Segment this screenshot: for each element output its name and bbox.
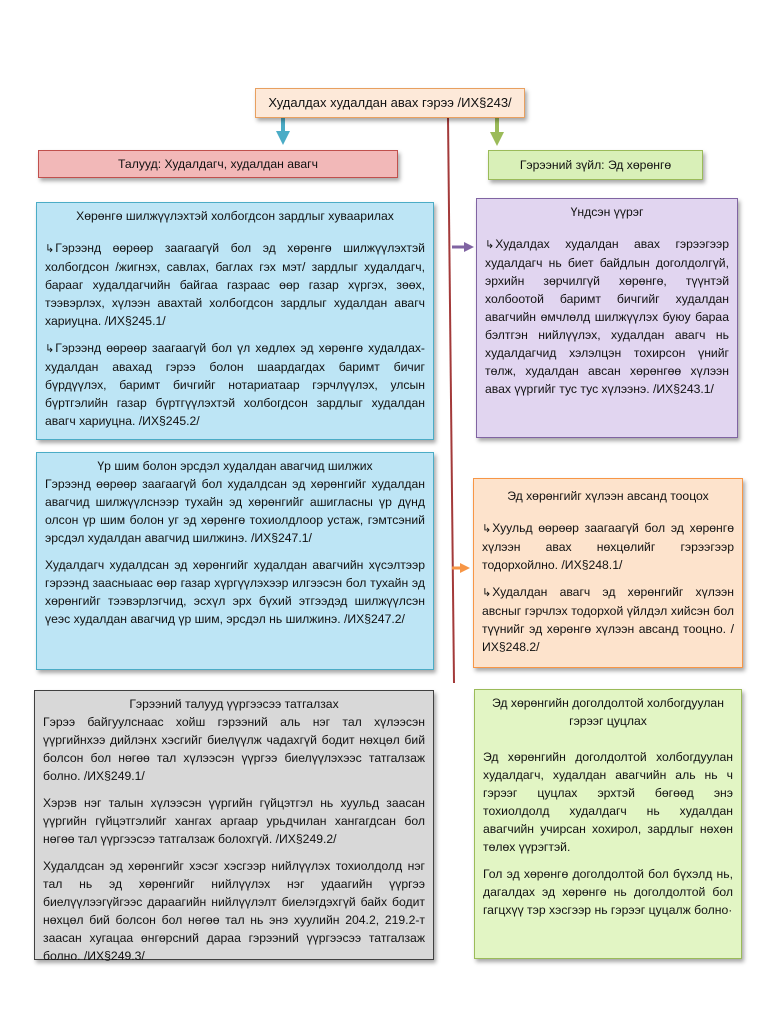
accepted-p2: ↳ Худалдан авагч эд хөрөнгийг хүлээн авсныг гэрчлэх тодорхой үйлдэл хийсэн бол түүнийг эд хөрөнгө хүлээн авсанд тооцно. /ИХ§248.2/ [482, 583, 734, 656]
risk-box [36, 452, 434, 670]
accepted-title: Эд хөрөнгийг хүлээн авсанд тооцох [507, 489, 709, 503]
refusal-p2: Хэрэв нэг талын хүлээсэн үүргийн гүйцэтгэл нь хуульд заасан үүргийн гүйцэтгэлийг хангах аргаар урьдчилан хангагдсан бол нөгөө тал үүргээсээ татгалзаж болохгүй. /ИХ§249.2/ [43, 796, 425, 846]
arrow-to-subject [490, 117, 504, 146]
trunk-line [448, 117, 454, 683]
refusal-p1: Гэрээ байгуулснаас хойш гэрээний аль нэг тал хүлээсэн үүргийнхээ дийлэнх хэсгийг биелүүлж чадахгүй бодит нөхцөл бий болсон бол нөгөө тал хүлээсэн үүргээ биелүүлэхээс татгалзаж болно. /ИХ§249.1/ [43, 715, 425, 783]
refusal-p3: Худалдсан эд хөрөнгийг хэсэг хэсгээр нийлүүлэх тохиолдолд нэг тал нь эд хөрөнгийг нийлүүлэх нэг удаагийн үүргээ биелүүлээгүйгээс дараагийн нийлүүлэлт биелэгдэхгүй байх бодит нөхцөл бий болсон бол нөгөө тал нь энэ хуулийн 204.2, 219.2-т заасан хугацаа өнгөрсний дараа гэрээний үүргээсээ татгалзаж болно. /ИХ§249.3/ [43, 859, 425, 963]
risk-p2: Худалдагч худалдсан эд хөрөнгийг худалдан авагчийн хүсэлтээр гэрээнд заасныаас өөр газар хүргүүлэхээр илгээсэн бол тухайн эд хөрөнгийг тээвэрлэгчид, эсхүл эрх бүхий этгээдэд шилжүүлсэн үеэс худалдан авагчид үр шим, эрсдэл нь шилжинэ. /ИХ§247.2/ [45, 558, 425, 626]
defect-box [474, 689, 742, 959]
transfer-costs-p2: ↳ Гэрээнд өөрөөр заагаагүй бол үл хөдлөх эд хөрөнгө худалдах-худалдан авахад гэрээ болон шаардагдах баримт бичиг бүрдүүлэх, баримт бичгийг нотариатаар гэрчлүүлэх, улсын бүртгэлийн газар бүртгүүлэхтэй холбогдсон зардлыг худалдан авагч хариуцна. /ИХ§245.2/ [45, 339, 425, 430]
arrow-to-accepted [452, 563, 470, 573]
refusal-box [34, 690, 434, 963]
top-title-box [255, 88, 525, 118]
main-duty-title: Үндсэн үүрэг [570, 205, 644, 219]
defect-p2: Гол эд хөрөнгө доголдолтой бол бүхэлд нь, дагалдах эд хөрөнгө нь доголдолтой бол гагцхүү тэр хэсгээр нь гэрээг цуцалж болно· [483, 867, 733, 917]
top-title: Худалдах худалдан авах гэрээ /ИХ§243/ [268, 95, 512, 110]
main-duty-p1: ↳ Худалдах худалдан авах гэрээгээр худалдагч нь биет байдлын доголдолгүй, эрхийн зөрчилгүй хөрөнгө, түүнтэй холбоотой баримт бичгийг худалдан авагчийн өмчлөлд шилжүүлэх буюу бараа бэлтгэн нийлүүлэх, худалдан авагч нь худалдагчид хэлэлцэн тохирсон үнийг төлж, худалдан авсан хөрөнгөө хүлээн авах үүргийг тус тус хүлээнэ. /ИХ§243.1/ [485, 235, 729, 398]
defect-p1: Эд хөрөнгийн доголдолтой холбогдуулан худалдагч, худалдан авагчийн аль нь ч гэрээг цуцлах эрхтэй бөгөөд энэ тохиолдолд худалдагч нь худалдан авагчийн учирсан хохирол, зардлыг нөхөн төлөх үүрэгтэй. [483, 750, 733, 854]
defect-title: Эд хөрөнгийн доголдолтой холбогдуулан гэрээг цуцлах [492, 696, 724, 728]
transfer-costs-box [36, 202, 434, 440]
subject-box [488, 150, 703, 180]
refusal-title: Гэрээний талууд үүргээсээ татгалзах [129, 697, 339, 711]
transfer-costs-p1: ↳ Гэрээнд өөрөөр заагаагүй бол эд хөрөнгө шилжүүлэхтэй холбогдсон /жигнэх, савлах, баглах гэх мэт/ зардлыг худалдагч, барааг худалдагчийн байгаа газраас өөр газар хүргэх, зөөх, тээвэрлэх, хүлээн авахтай холбогдсон зардлыг худалдан авагч хариуцна. /ИХ§245.1/ [45, 239, 425, 330]
transfer-costs-title: Хөрөнгө шилжүүлэхтэй холбогдсон зардлыг хуваарилах [76, 209, 394, 223]
parties-title: Талууд: Худалдагч, худалдан авагч [118, 157, 318, 171]
arrow-to-parties [276, 117, 290, 145]
risk-title: Үр шим болон эрсдэл худалдан авагчид шилжих [97, 459, 373, 473]
accepted-box [473, 478, 743, 668]
risk-p1: Гэрээнд өөрөөр заагаагүй бол худалдсан эд хөрөнгийг худалдан авагчид шилжүүлснээр тухайн эд хөрөнгийг ашигласны үр дүнд олсон үр шим болон уг эд хөрөнгө тохиолдлоор устаж, гэмтсэний эрсдэл худалдан авагчид шилжинэ. /ИХ§247.1/ [45, 477, 425, 545]
parties-box [38, 150, 398, 178]
main-duty-box [476, 198, 738, 438]
accepted-p1: ↳ Хуульд өөрөөр заагаагүй бол эд хөрөнгө хүлээн авах нөхцөлийг гэрээгээр тодорхойлно. /ИХ§248.1/ [482, 519, 734, 574]
subject-title: Гэрээний зүйл: Эд хөрөнгө [519, 158, 672, 172]
arrow-to-main-duty [452, 242, 474, 252]
